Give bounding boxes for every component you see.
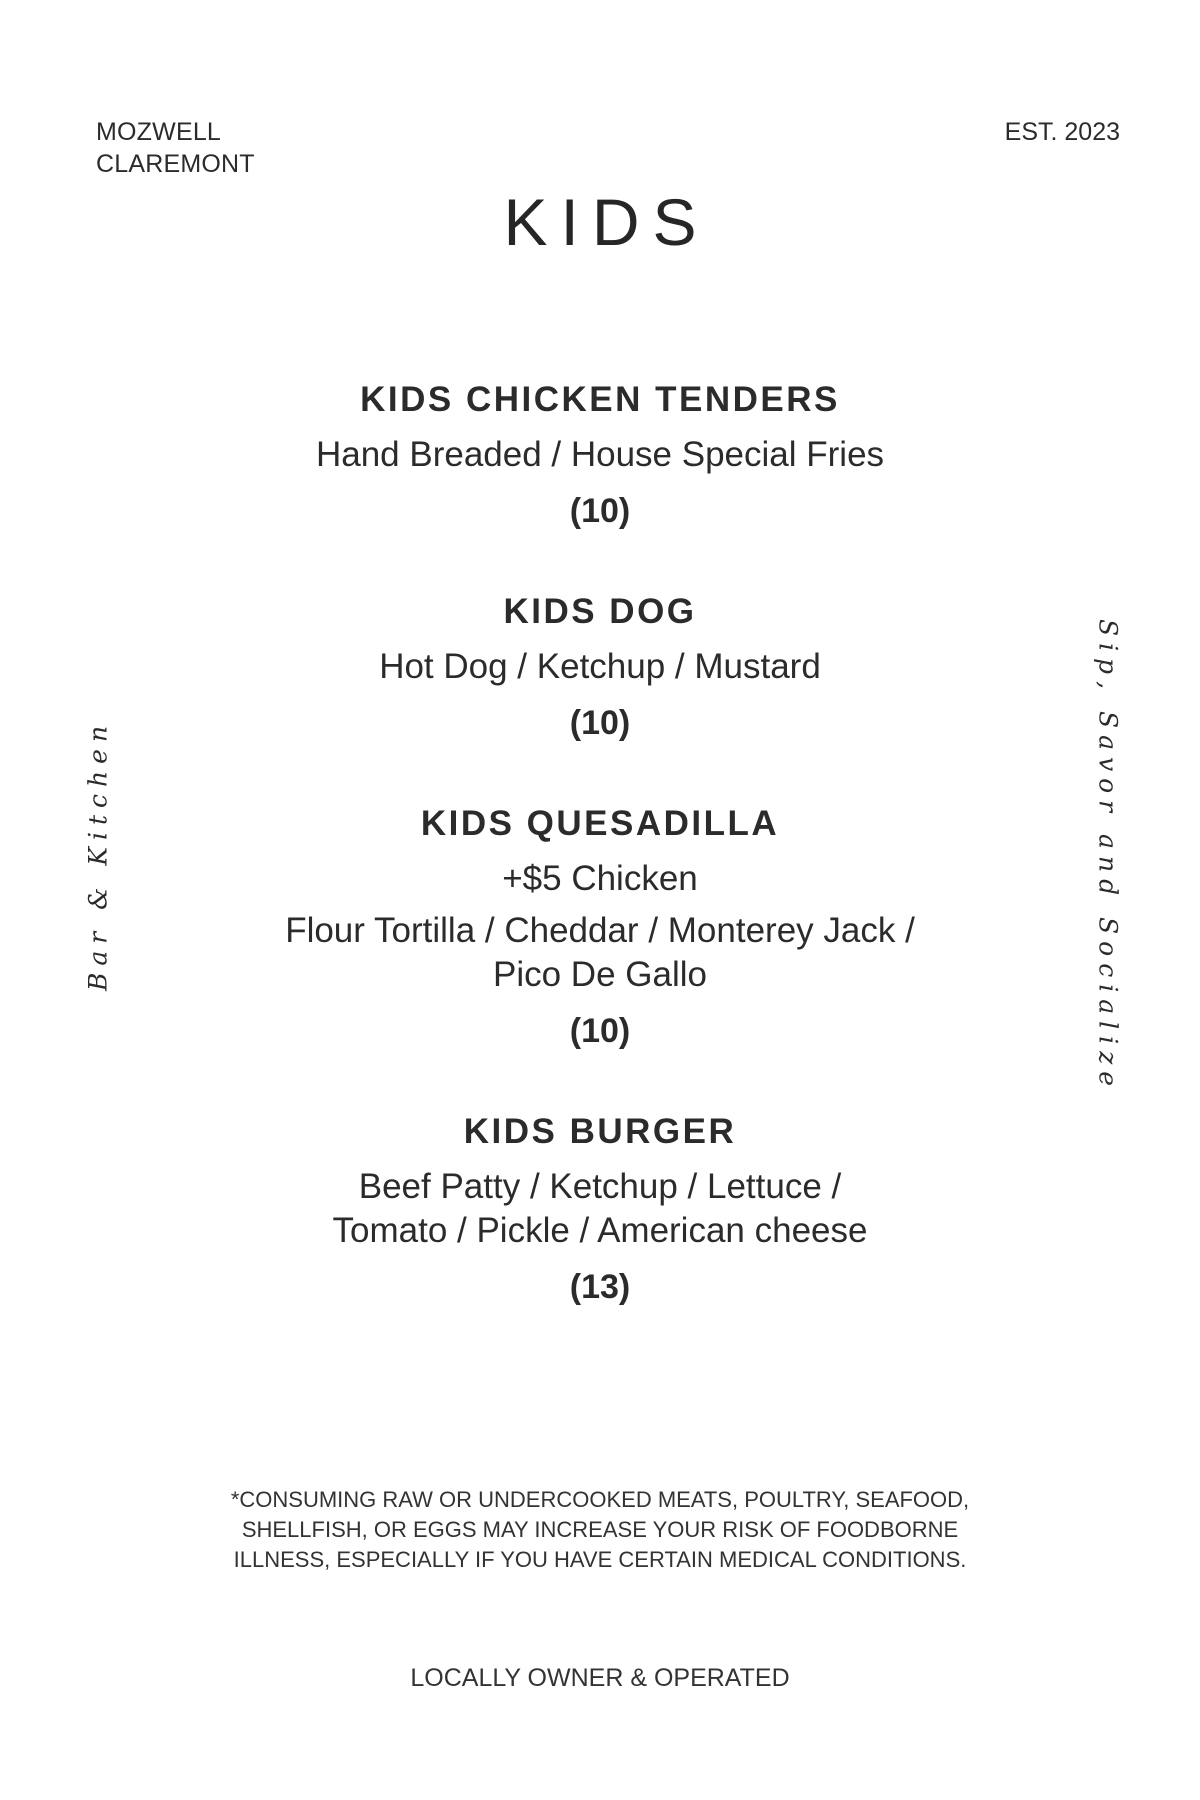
item-price: (10) <box>569 704 631 742</box>
item-description: Hand Breaded / House Special Fries <box>315 435 885 474</box>
item-description: Hot Dog / Ketchup / Mustard <box>379 647 821 686</box>
menu-item-kids-dog <box>150 587 1050 745</box>
menu-item-burger <box>150 1107 1050 1309</box>
side-tagline-right: Sip, Savor and Socialize <box>1093 618 1123 1094</box>
food-safety-disclaimer <box>200 1485 1000 1575</box>
item-name: KIDS DOG <box>503 592 697 631</box>
item-description-line-2: Pico De Gallo <box>493 955 707 994</box>
item-price: (10) <box>569 1012 631 1050</box>
page-title: KIDS <box>503 185 710 259</box>
brand-line-2: CLAREMONT <box>96 150 255 178</box>
menu-item-quesadilla <box>150 799 1050 1053</box>
item-name: KIDS CHICKEN TENDERS <box>360 380 840 419</box>
menu-list <box>150 375 1050 1309</box>
brand-name <box>96 116 255 180</box>
disclaimer-line-3: ILLNESS, ESPECIALLY IF YOU HAVE CERTAIN MEDICAL CONDITIONS. <box>233 1547 967 1572</box>
item-name: KIDS BURGER <box>463 1112 737 1151</box>
item-name: KIDS QUESADILLA <box>420 804 780 843</box>
item-addon: +$5 Chicken <box>502 859 698 898</box>
item-description <box>150 1165 1050 1253</box>
footer-text: LOCALLY OWNER & OPERATED <box>410 1664 790 1692</box>
item-description-line-1: Flour Tortilla / Cheddar / Monterey Jack / <box>285 911 915 950</box>
established-label: EST. 2023 <box>1004 118 1120 146</box>
brand-line-1: MOZWELL <box>96 118 222 146</box>
menu-item-chicken-tenders <box>150 375 1050 533</box>
item-description-line-1: Beef Patty / Ketchup / Lettuce / <box>358 1167 842 1206</box>
item-price: (13) <box>569 1268 631 1306</box>
item-price: (10) <box>569 492 631 530</box>
disclaimer-line-2: SHELLFISH, OR EGGS MAY INCREASE YOUR RISK OF FOODBORNE <box>241 1517 959 1542</box>
item-description-line-2: Tomato / Pickle / American cheese <box>332 1211 868 1250</box>
side-tagline-left: Bar & Kitchen <box>83 718 113 992</box>
item-description <box>150 909 1050 997</box>
disclaimer-line-1: *CONSUMING RAW OR UNDERCOOKED MEATS, POULTRY, SEAFOOD, <box>230 1487 970 1512</box>
